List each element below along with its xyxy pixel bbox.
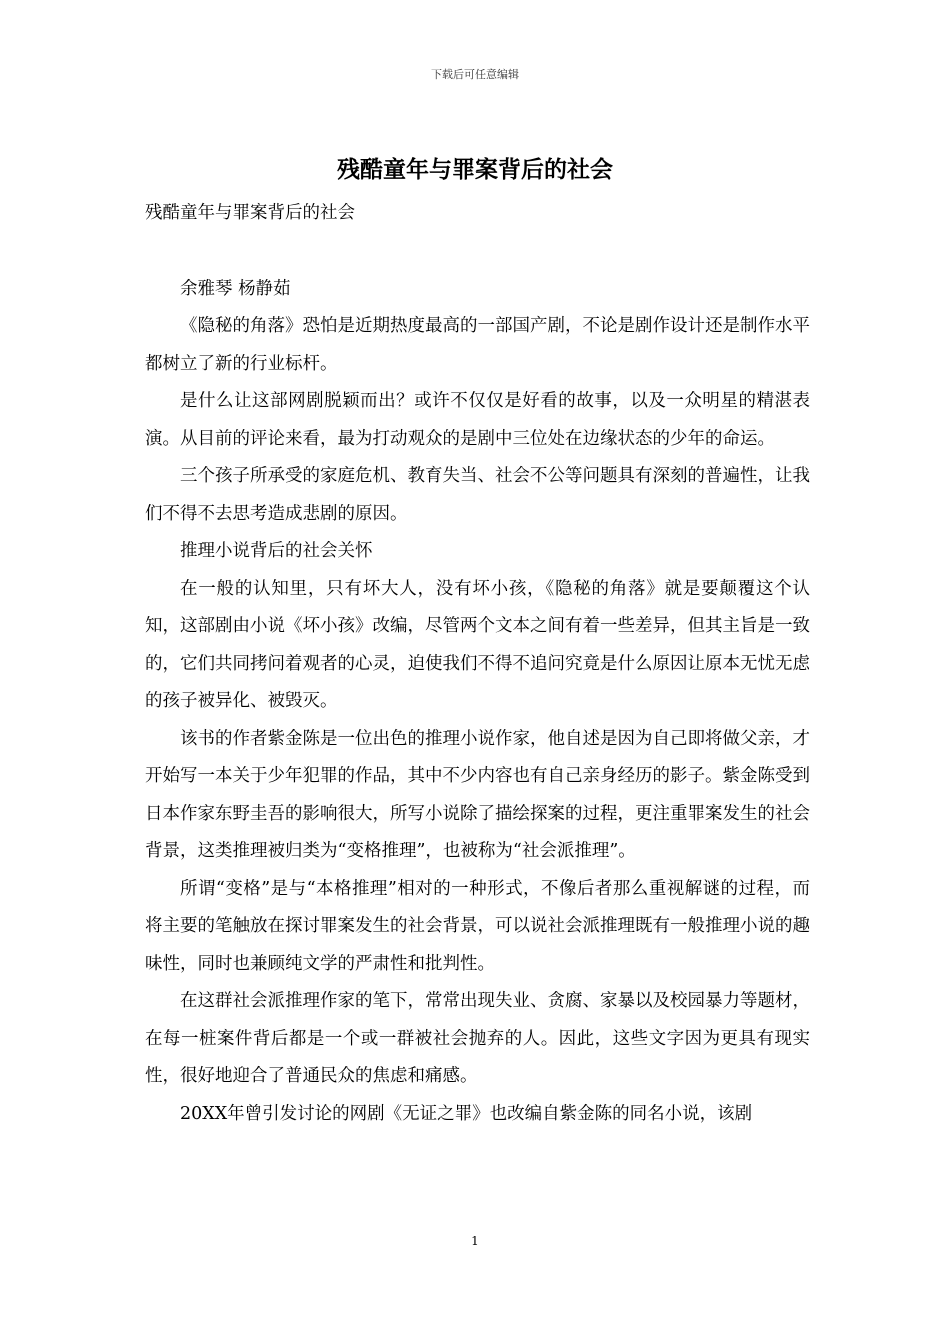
document-authors: 余雅琴 杨静茹 — [180, 278, 291, 299]
body-paragraph: 所谓“变格”是与“本格推理”相对的一种形式，不像后者那么重视解谜的过程，而将主要的笔触放在探讨罪案发生的社会背景，可以说社会派推理既有一般推理小说的趣味性，同时也兼顾纯文学的严肃性和批判性。 — [145, 878, 810, 974]
body-paragraph: 《隐秘的角落》恐怕是近期热度最高的一部国产剧，不论是剧作设计还是制作水平都树立了新的行业标杆。 — [145, 316, 810, 374]
document-subtitle: 残酷童年与罪案背后的社会 — [145, 203, 355, 223]
section-heading: 推理小说背后的社会关怀 — [180, 541, 373, 561]
body-paragraph: 三个孩子所承受的家庭危机、教育失当、社会不公等问题具有深刻的普遍性，让我们不得不去思考造成悲剧的原因。 — [145, 466, 810, 524]
document-title: 残酷童年与罪案背后的社会 — [337, 156, 613, 183]
header-note: 下载后可任意编辑 — [431, 68, 519, 81]
body-paragraph: 20XX年曾引发讨论的网剧《无证之罪》也改编自紫金陈的同名小说，该剧 — [180, 1103, 753, 1124]
body-paragraph: 在这群社会派推理作家的笔下，常常出现失业、贪腐、家暴以及校园暴力等题材，在每一桩案件背后都是一个或一群被社会抛弃的人。因此，这些文字因为更具有现实性，很好地迎合了普通民众的焦虑和痛感。 — [145, 991, 810, 1086]
body-paragraph: 在一般的认知里，只有坏大人，没有坏小孩，《隐秘的角落》就是要颠覆这个认知，这部剧由小说《坏小孩》改编，尽管两个文本之间有着一些差异，但其主旨是一致的，它们共同拷问着观者的心灵，迫使我们不得不追问究竟是什么原因让原本无忧无虑的孩子被异化、被毁灭。 — [145, 578, 810, 711]
body-paragraph: 是什么让这部网剧脱颖而出？或许不仅仅是好看的故事，以及一众明星的精湛表演。从目前的评论来看，最为打动观众的是剧中三位处在边缘状态的少年的命运。 — [145, 391, 810, 449]
page-number: 1 — [471, 1234, 479, 1248]
document-body — [145, 195, 810, 1133]
body-paragraph: 该书的作者紫金陈是一位出色的推理小说作家，他自述是因为自己即将做父亲，才开始写一本关于少年犯罪的作品，其中不少内容也有自己亲身经历的影子。紫金陈受到日本作家东野圭吾的影响很大，所写小说除了描绘探案的过程，更注重罪案发生的社会背景，这类推理被归类为“变格推理”，也被称为“社会派推理”。 — [145, 728, 810, 861]
